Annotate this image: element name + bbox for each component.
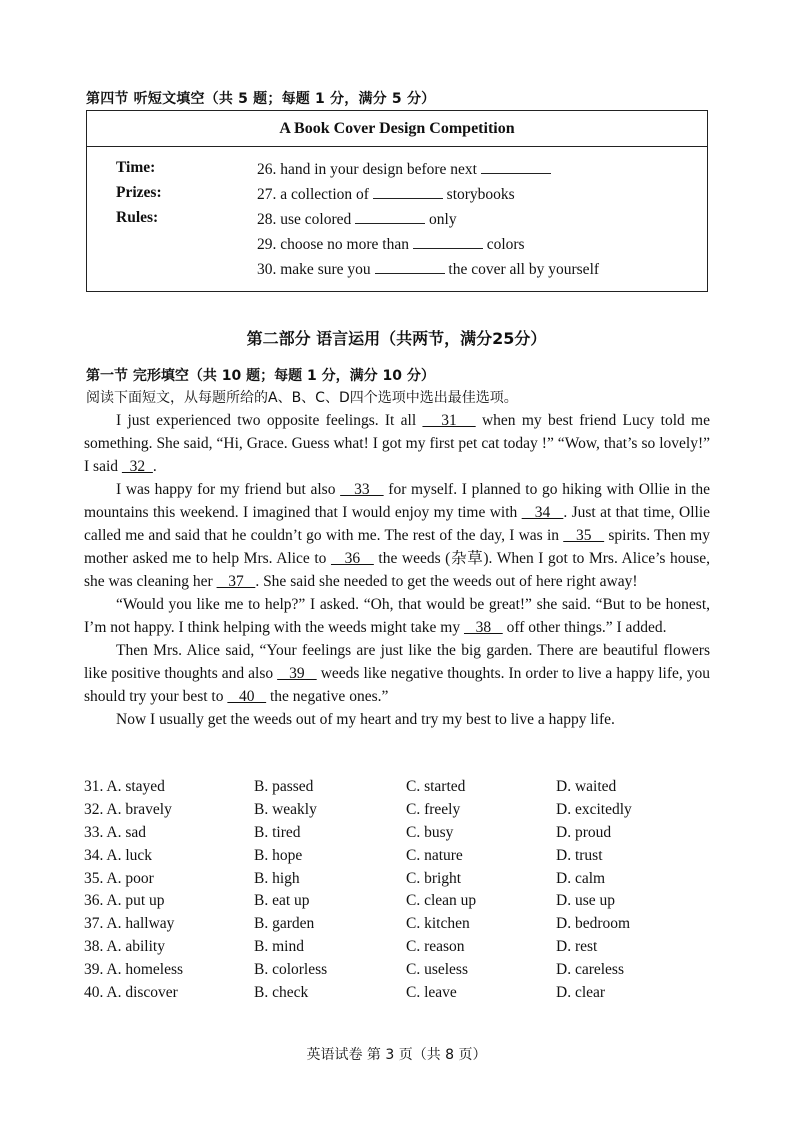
option-b[interactable]: B. weakly	[254, 800, 317, 818]
option-c[interactable]: C. useless	[406, 961, 468, 979]
option-a[interactable]: 39. A. homeless	[84, 961, 184, 979]
blank-38: 38	[463, 619, 503, 636]
question-33-options	[84, 824, 724, 847]
item-30	[257, 259, 599, 279]
option-d[interactable]: D. proud	[556, 823, 612, 841]
item-28-text: 28. use colored	[257, 211, 352, 228]
passage-paragraph-2	[84, 478, 710, 593]
option-d[interactable]: D. use up	[556, 892, 615, 910]
item-28	[257, 209, 457, 229]
question-37-options	[84, 915, 724, 938]
question-35-options	[84, 870, 724, 893]
passage-paragraph-3	[84, 593, 710, 639]
part2-title: 第二部分 语言运用（共两节，满分25分）	[246, 329, 547, 348]
passage-text: spirits. Then my mother asked me to help Mrs. Alice to	[84, 527, 710, 567]
option-d[interactable]: D. rest	[556, 938, 598, 956]
option-b[interactable]: B. check	[254, 984, 309, 1002]
blank-35: 35	[563, 527, 605, 544]
blank-39: 39	[277, 665, 317, 682]
option-a[interactable]: 34. A. luck	[84, 846, 153, 864]
question-32-options	[84, 801, 724, 824]
cloze-instruction: 阅读下面短文，从每题所给的A、B、C、D四个选项中选出最佳选项。	[86, 390, 518, 406]
item-27	[257, 184, 515, 204]
passage-text: the weeds (杂草). When I got to Mrs. Alice’s house, she was cleaning her	[84, 550, 711, 590]
question-34-options	[84, 847, 724, 870]
item-29-suffix: colors	[486, 236, 525, 253]
page-footer: 英语试卷 第 3 页（共 8 页）	[306, 1047, 487, 1063]
answer-blank-29[interactable]	[413, 234, 483, 249]
blank-36: 36	[330, 550, 374, 567]
option-a[interactable]: 33. A. sad	[84, 823, 146, 841]
option-c[interactable]: C. freely	[406, 800, 461, 818]
option-d[interactable]: D. careless	[556, 961, 624, 979]
option-d[interactable]: D. trust	[556, 846, 603, 864]
option-c[interactable]: C. reason	[406, 938, 465, 956]
option-b[interactable]: B. eat up	[254, 892, 310, 910]
option-c[interactable]: C. started	[406, 778, 466, 795]
passage-text: when my best friend Lucy told me something. She said, “Hi, Grace. Guess what! I got my first pet cat today !” “Wow, that’s so lovely!” I said	[84, 412, 710, 475]
option-b[interactable]: B. mind	[254, 938, 304, 956]
item-27-text: 27. a collection of	[257, 186, 369, 203]
option-a[interactable]: 35. A. poor	[84, 869, 154, 887]
passage-text: . Just at that time, Ollie called me and said that he couldn’t go with me. The rest of the day, I was in	[84, 504, 711, 544]
item-26	[257, 159, 551, 179]
blank-34: 34	[521, 504, 564, 521]
option-a[interactable]: 32. A. bravely	[84, 800, 172, 818]
blank-32: 32	[121, 458, 153, 475]
cloze-heading: 第一节 完形填空（共 10 题；每题 1 分，满分 10 分）	[86, 368, 435, 384]
item-30-text: 30. make sure you	[257, 261, 371, 278]
item-27-suffix: storybooks	[446, 186, 515, 203]
answer-blank-27[interactable]	[373, 184, 443, 199]
question-36-options	[84, 892, 724, 915]
passage-paragraph-5: Now I usually get the weeds out of my heart and try my best to live a happy life.	[116, 711, 615, 728]
cloze-passage	[84, 409, 710, 731]
item-29	[257, 234, 525, 254]
answer-blank-30[interactable]	[375, 259, 445, 274]
option-b[interactable]: B. garden	[254, 915, 315, 933]
option-d[interactable]: D. bedroom	[556, 915, 631, 933]
option-a[interactable]: 40. A. discover	[84, 984, 178, 1002]
blank-33: 33	[340, 481, 384, 498]
answer-blank-28[interactable]	[355, 209, 425, 224]
item-26-text: 26. hand in your design before next	[257, 161, 477, 178]
option-c[interactable]: C. nature	[406, 846, 463, 864]
option-c[interactable]: C. leave	[406, 984, 457, 1002]
option-d[interactable]: D. excitedly	[556, 800, 632, 818]
option-c[interactable]: C. clean up	[406, 892, 477, 910]
blank-37: 37	[216, 573, 256, 590]
question-31-options	[84, 778, 724, 801]
passage-text: . She said she needed to get the weeds out of here right away!	[255, 573, 638, 590]
label-time: Time:	[116, 159, 156, 176]
passage-text: “Would you like me to help?” I asked. “Oh, that would be great!” she said. “But to be honest, I’m not happy. I think helping with the weeds might take my	[84, 596, 710, 636]
passage-paragraph-1	[84, 409, 710, 478]
passage-text: weeds like negative thoughts. In order to live a happy life, you should try your best to	[84, 665, 711, 705]
option-a[interactable]: 31. A. stayed	[84, 778, 165, 795]
passage-paragraph-4	[84, 639, 710, 708]
item-28-suffix: only	[429, 211, 457, 228]
option-b[interactable]: B. hope	[254, 846, 303, 864]
box-title: A Book Cover Design Competition	[87, 111, 707, 147]
passage-text: for myself. I planned to go hiking with Ollie in the mountains this weekend. I imagined that I would enjoy my time with	[84, 481, 711, 521]
question-38-options	[84, 938, 724, 961]
options-list	[84, 778, 724, 1007]
passage-text: I just experienced two opposite feelings. It all	[116, 412, 423, 429]
passage-text: .	[152, 458, 157, 475]
option-a[interactable]: 36. A. put up	[84, 892, 165, 910]
option-b[interactable]: B. colorless	[254, 961, 328, 979]
passage-text: I was happy for my friend but also	[116, 481, 341, 498]
option-c[interactable]: C. kitchen	[406, 915, 470, 933]
item-30-suffix: the cover all by yourself	[448, 261, 600, 278]
blank-40: 40	[227, 688, 267, 705]
option-b[interactable]: B. passed	[254, 778, 314, 795]
option-b[interactable]: B. high	[254, 869, 300, 887]
item-29-text: 29. choose no more than	[257, 236, 409, 253]
option-a[interactable]: 38. A. ability	[84, 938, 165, 956]
option-b[interactable]: B. tired	[254, 823, 301, 841]
option-d[interactable]: D. clear	[556, 984, 606, 1002]
question-39-options	[84, 961, 724, 984]
option-d[interactable]: D. calm	[556, 869, 606, 887]
passage-text: the negative ones.”	[266, 688, 389, 705]
answer-blank-26[interactable]	[481, 159, 551, 174]
passage-text: Then Mrs. Alice said, “Your feelings are just like the big garden. There are beautiful flowers like positive thoughts and also	[84, 642, 710, 682]
question-40-options	[84, 984, 724, 1007]
passage-text: off other things.” I added.	[502, 619, 667, 636]
label-prizes: Prizes:	[116, 184, 162, 201]
listening-fill-box	[86, 110, 708, 292]
option-d[interactable]: D. waited	[556, 778, 617, 795]
section-heading: 第四节 听短文填空（共 5 题；每题 1 分，满分 5 分）	[86, 91, 436, 107]
option-a[interactable]: 37. A. hallway	[84, 915, 175, 933]
option-c[interactable]: C. bright	[406, 869, 462, 887]
option-c[interactable]: C. busy	[406, 823, 454, 841]
label-rules: Rules:	[116, 209, 159, 226]
blank-31: 31	[422, 412, 476, 429]
